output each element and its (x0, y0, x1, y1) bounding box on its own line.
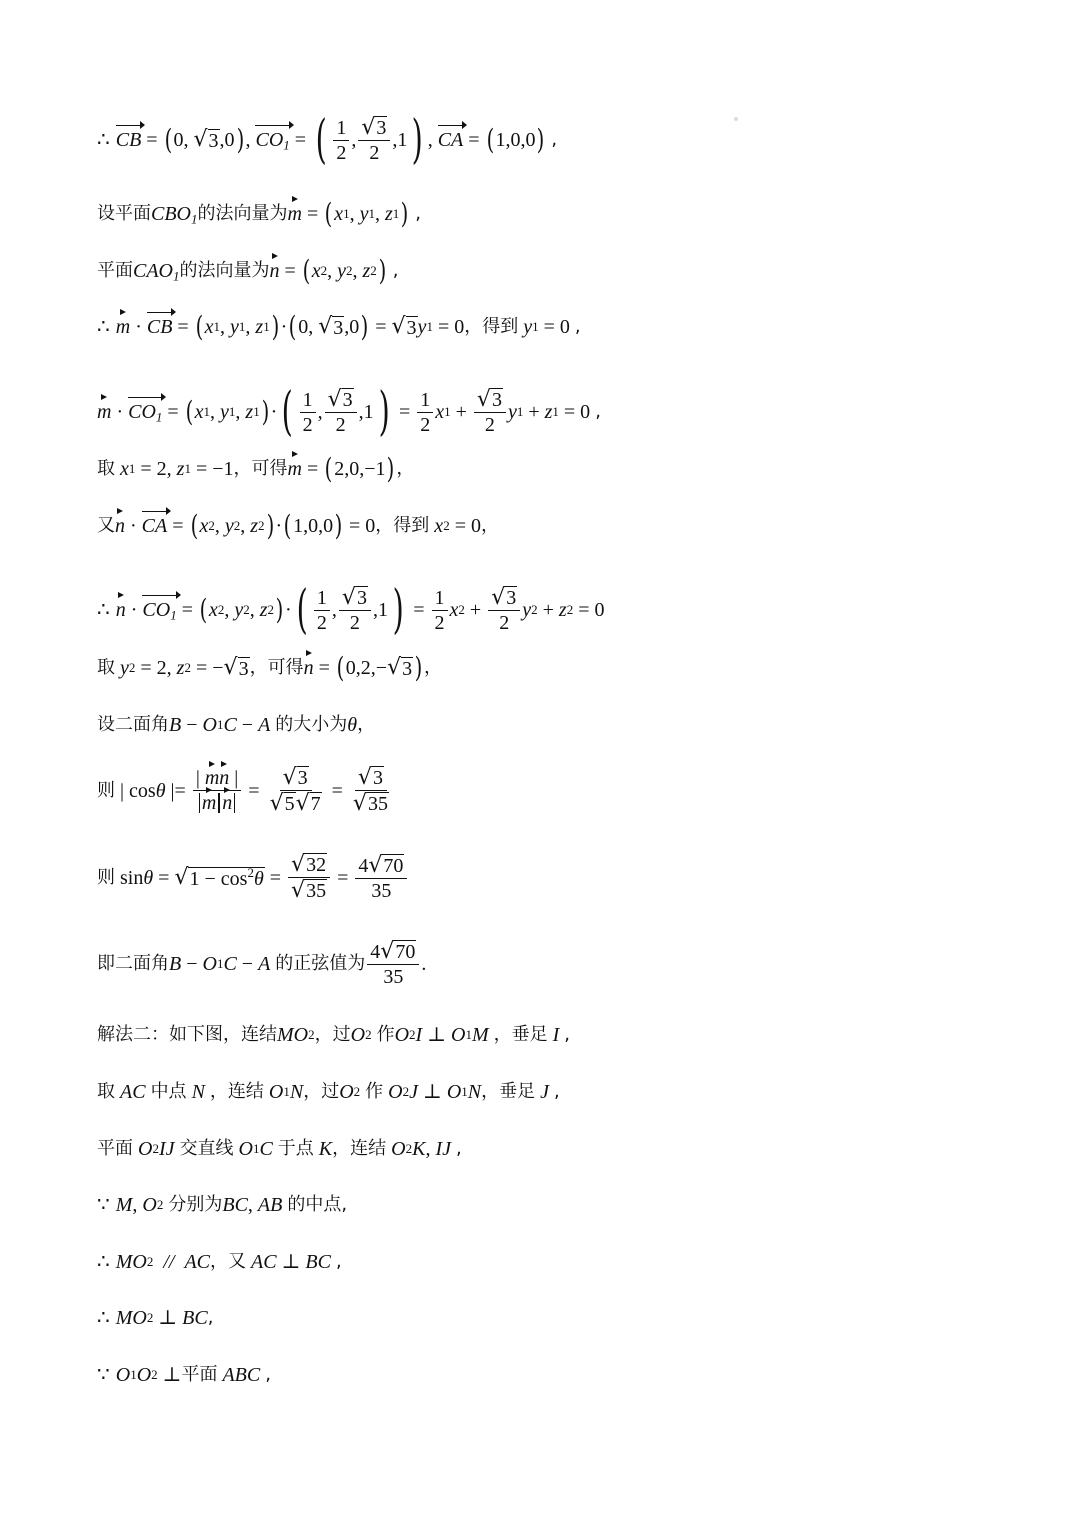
formula-vectors: ∴ CB = ( 0, √ 3 ,0 ) , $CO_1$ = ( $\frac{1}{2}$ , √ 3 2 ,1 ) , CA = ( 1,0,0 ) , (97, 110, 558, 170)
formula-take-x1-z1: 取 x 1 = 2, z 1 = −1 ， 可得 m = ( 2,0,−1 ) ， (97, 452, 415, 485)
text-dihedral-angle: 设二面角 B − O 1 C − A 的大小为 θ ， (97, 714, 376, 736)
formula-n-dot-co1: ∴ n · $CO_1$ = ( x 2 , y 2 , z 2 ) · ( $\frac{1}{2}$ , √ 3 2 ,1 ) = $\frac{1}{2}$ x 2 + √ 3 2 y 2 + z 2 = 0 (97, 580, 605, 640)
stray-mark (734, 117, 738, 121)
text-method-two: 解法二：如下图，连结 MO 2 ， 过 O 2 作 O 2 I ⊥ O 1 M ， 垂足 I , (97, 1024, 571, 1046)
formula-take-y2-z2: 取 y 2 = 2, z 2 = − √ 3 ， 可得 n = ( 0,2,− √ 3 ) ， (97, 651, 443, 684)
formula-n-dot-ca: 又 n · CA = ( x 2 , y 2 , z 2 ) · ( 1,0,0 ) = 0 ， 得到 x 2 = 0 ， (97, 509, 499, 542)
text-perp-plane: ∵ O 1 O 2 ⊥ 平面 ABC , (97, 1364, 271, 1386)
text-set-plane-cbo1: 设平面 $CBO_1$ 的法向量为 m = ( x 1 , y 1 , z 1 ) , (97, 197, 421, 230)
text-parallel: ∴ MO 2 // AC ， 又 AC ⊥ BC , (97, 1251, 342, 1273)
formula-sin-theta: 则 sin θ = √ $1 - \cos^2\theta$ = √ 32 √ 35 = 4 √ 70 35 (97, 853, 409, 902)
text-perp-bc: ∴ MO 2 ⊥ BC , (97, 1307, 214, 1329)
formula-m-dot-co1: m · $CO_1$ = ( x 1 , y 1 , z 1 ) · ( $\frac{1}{2}$ , √ 3 2 ,1 ) = $\frac{1}{2}$ x 1 + √ 3 2 y 1 + z 1 = 0 , (97, 382, 601, 442)
text-plane-cao1: 平面 $CAO_1$ 的法向量为 n = ( x 2 , y 2 , z 2 ) , (97, 254, 399, 287)
text-plane-o2ij: 平面 O 2 IJ 交直线 O 1 C 于点 K ， 连结 O 2 K , IJ , (97, 1138, 462, 1160)
formula-cos-theta: 则 | cos θ |= $\frac{| mn |}{\text{m n}}$ = √ 3 √ 5 √ 7 = √ 3 √ 35 (97, 765, 388, 816)
text-midpoints: ∵ M , O 2 分别为 BC , AB 的中点 , (97, 1194, 348, 1216)
text-sine-value: 即二面角 B − O 1 C − A 的正弦值为 4 √ 70 35 . (97, 939, 427, 988)
text-midpoint-n: 取 AC 中点 N ， 连结 O 1 N ， 过 O 2 作 O 2 J ⊥ O 1 N ， 垂足 J , (97, 1081, 560, 1103)
formula-m-dot-cb: ∴ m · CB = ( x 1 , y 1 , z 1 ) · ( 0, √ 3 ,0 ) = √ 3 y 1 = 0 ， 得到 y 1 = 0 , (97, 310, 581, 343)
